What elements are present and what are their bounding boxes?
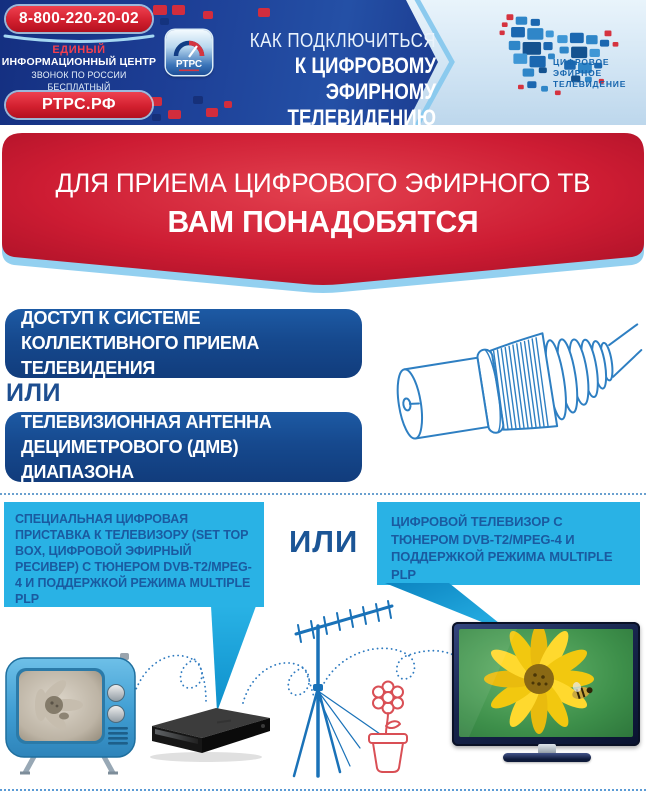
dtv-logo-caption (553, 57, 643, 90)
or-label-equipment: ИЛИ (289, 524, 359, 559)
requirement-option-collective-access (5, 309, 362, 378)
requirement-option-uhf-antenna (5, 412, 362, 482)
dtv-caption-line3: ТЕЛЕВИДЕНИЕ (553, 79, 627, 89)
bottom-dotted-border (0, 789, 646, 791)
title-line2: К ЦИФРОВОМУ ЭФИРНОМУ (294, 53, 436, 104)
decor-square (168, 110, 181, 119)
call-center-line2: ИНФОРМАЦИОННЫЙ ЦЕНТР (1, 56, 157, 68)
requirement-option2-text: ТЕЛЕВИЗИОННАЯ АНТЕННА ДЕЦИМЕТРОВОГО (ДМВ) ДИАПАЗОНА (21, 411, 272, 482)
requirement-option1-text: ДОСТУП К СИСТЕМЕ КОЛЛЕКТИВНОГО ПРИЕМА ТЕЛЕВИДЕНИЯ (21, 308, 260, 378)
coaxial-cable-icon (391, 300, 646, 482)
digital-tv-icon (452, 622, 642, 770)
decor-square (160, 18, 169, 25)
dtv-caption-line2: ЭФИРНОЕ (553, 68, 602, 78)
title-line1: КАК ПОДКЛЮЧИТЬСЯ (249, 30, 436, 52)
decor-square (193, 96, 203, 104)
call-center-caption (0, 44, 158, 93)
digital-tv-callout: ЦИФРОВОЙ ТЕЛЕВИЗОР С ТЮНЕРОМ DVB-T2/MPEG-4 И ПОДДЕРЖКОЙ РЕЖИМА MULTIPLE PLP (377, 502, 640, 585)
or-label-requirements: ИЛИ (6, 379, 61, 407)
decor-square (258, 8, 270, 17)
dtv-caption-line1: ЦИФРОВОЕ (553, 57, 610, 67)
decor-square (152, 114, 161, 121)
poster-title (227, 29, 436, 131)
dotted-separator (0, 493, 646, 495)
decor-square (203, 11, 213, 19)
rtrs-website: РТРС.РФ (6, 92, 152, 118)
decor-square (153, 5, 167, 15)
banner-line1: ДЛЯ ПРИЕМА ЦИФРОВОГО ЭФИРНОГО ТВ (55, 168, 591, 198)
rtrs-logo-text: РТРС (175, 59, 203, 70)
rtrs-logo (166, 30, 212, 75)
call-center-line1: ЕДИНЫЙ (52, 44, 106, 56)
decor-square (206, 108, 218, 117)
decor-square (172, 5, 185, 15)
flower-pot-icon (362, 680, 414, 778)
banner-line2: ВАМ ПОНАДОБЯТСЯ (167, 204, 479, 239)
set-top-box-callout-tail (203, 606, 265, 714)
set-top-box-icon (142, 700, 277, 764)
set-top-box-callout: СПЕЦИАЛЬНАЯ ЦИФРОВАЯ ПРИСТАВКА К ТЕЛЕВИЗОРУ (SET TOP BOX, ЦИФРОВОЙ ЭФИРНЫЙ РЕСИВЕР) С ТЮНЕРОМ DVB-T2/MPEG-4 И ПОДДЕРЖКОЙ РЕЖИМА MULTIPLE PLP (4, 502, 264, 607)
tv-stand-base (503, 753, 591, 762)
analog-tv-icon (2, 653, 142, 778)
hotline-phone-number: 8-800-220-20-02 (6, 6, 152, 32)
title-line3: ТЕЛЕВИДЕНИЮ (287, 105, 436, 130)
tv-screen (459, 629, 633, 737)
call-center-line3: ЗВОНОК ПО РОССИИ БЕСПЛАТНЫЙ (31, 70, 127, 92)
